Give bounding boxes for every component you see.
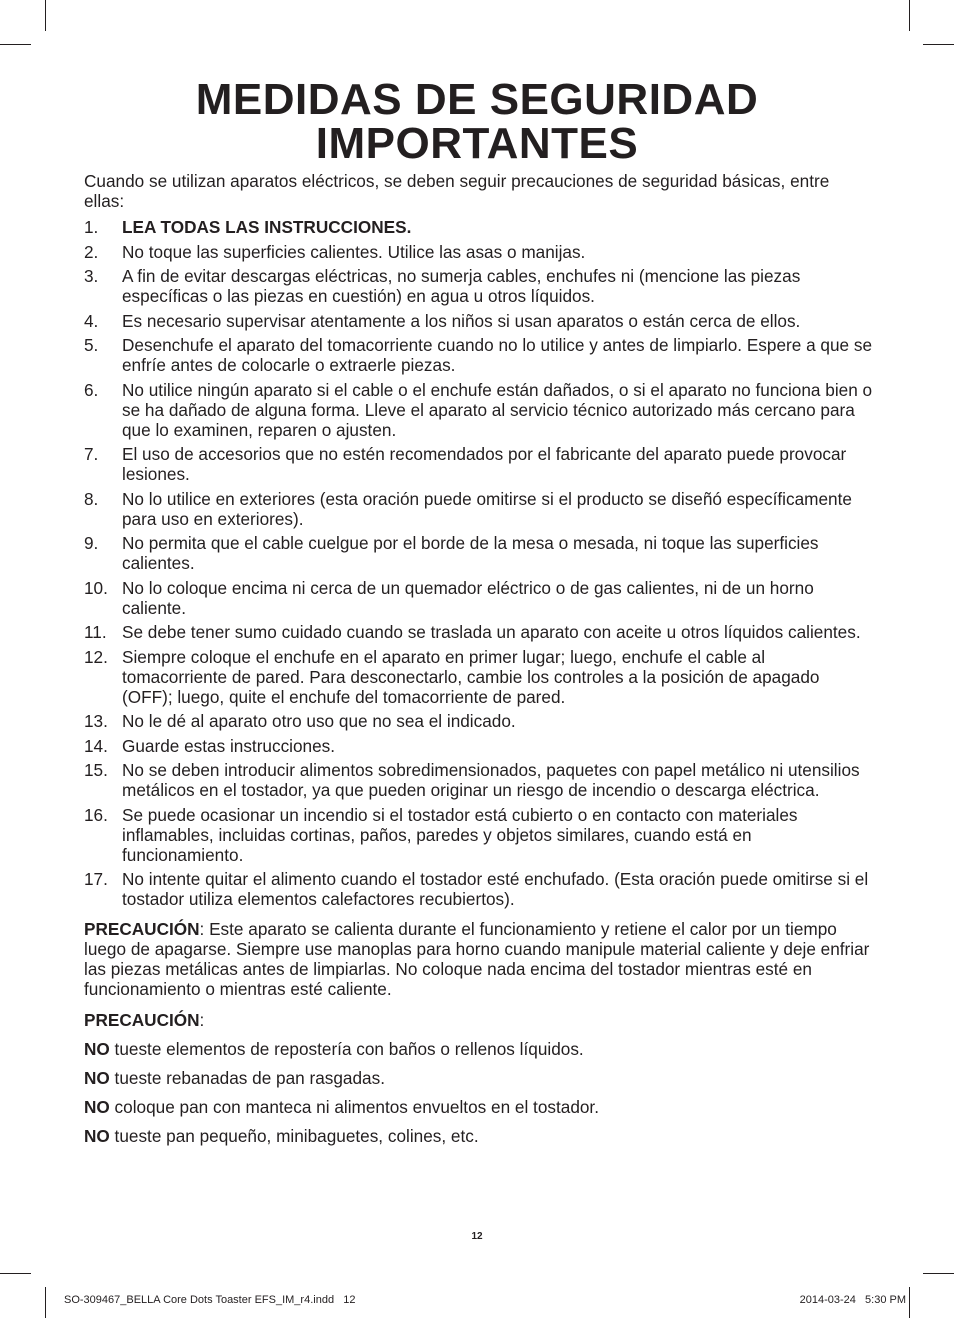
slug-timestamp: 2014-03-24 5:30 PM [799,1294,906,1306]
caution-label: PRECAUCIÓN [84,919,200,939]
list-item-number: 12. [84,646,108,667]
crop-mark-bottom-left-horizontal [0,1273,31,1274]
no-label: NO [84,1039,110,1059]
list-item [84,578,874,618]
list-item-number: 17. [84,869,108,889]
caution-text: : Este aparato se calienta durante el funcionamiento y retiene el calor por un tiempo luego de apagarse. Siempre use manoplas para horno cuando manipule material caliente y deje enfriar las piezas metálicas antes de limpiarlas. No coloque nada encima del tostador mientras esté en funcionamiento o mientras esté caliente. [84,919,870,999]
list-item-text: LEA TODAS LAS INSTRUCCIONES. [122,217,412,237]
crop-mark-top-right-vertical [909,0,910,31]
list-item-number: 5. [84,335,99,355]
list-item-text: No se deben introducir alimentos sobredimensionados, paquetes con papel metálico ni utensilios metálicos en el tostador, ya que pueden originar un riesgo de incendio o descarga eléctrica. [122,760,860,800]
caution-paragraph [84,919,874,999]
list-item-text: Guarde estas instrucciones. [122,735,336,756]
crop-mark-bottom-right-vertical [909,1287,910,1318]
list-item-text: No le dé al aparato otro uso que no sea el indicado. [122,711,516,731]
no-text: tueste rebanadas de pan rasgadas. [109,1068,385,1088]
slug-file-info: SO-309467_BELLA Core Dots Toaster EFS_IM_r4.indd 12 [64,1294,356,1306]
list-item-number: 4. [84,310,99,331]
caution-heading [84,1010,874,1030]
page-number: 12 [471,1231,483,1242]
list-item-number: 2. [84,241,99,262]
caution-label: PRECAUCIÓN [84,1010,200,1030]
intro-paragraph: Cuando se utilizan aparatos eléctricos, se deben seguir precauciones de seguridad básicas, entre ellas: [84,171,830,211]
list-item-number: 11. [84,622,107,642]
list-item-text: No intente quitar el alimento cuando el tostador esté enchufado. (Esta oración puede omitirse si el tostador utiliza elementos calefactores recubiertos). [122,869,869,909]
list-item-text: No utilice ningún aparato si el cable o el enchufe están dañados, o si el aparato no funciona bien o se ha dañado de alguna forma. Lleve el aparato al servicio técnico autorizado más cercano para que lo examinen, reparen o ajusten. [122,379,873,440]
no-item [84,1097,874,1117]
safety-content [84,171,874,1146]
list-item-number: 8. [84,488,99,509]
list-item-number: 7. [84,444,99,464]
list-item [84,335,874,375]
list-item-text: A fin de evitar descargas eléctricas, no sumerja cables, enchufes ni (mencione las piezas específicas o las piezas en cuestión) en agua u otros líquidos. [122,266,801,306]
list-item [84,805,874,865]
no-label: NO [84,1126,110,1146]
list-item [84,869,874,909]
caution-colon: : [199,1010,205,1030]
page-title [0,75,954,168]
crop-mark-bottom-right-horizontal [923,1273,954,1274]
list-item-text: No lo coloque encima ni cerca de un quemador eléctrico o de gas calientes, ni de un horno caliente. [122,577,814,618]
list-item-text: Se debe tener sumo cuidado cuando se traslada un aparato con aceite u otros líquidos calientes. [122,622,861,642]
list-item [84,217,874,237]
safety-list [84,217,874,909]
list-item-text: No permita que el cable cuelgue por el borde de la mesa o mesada, ni toque las superficies calientes. [122,533,819,573]
crop-mark-top-left-horizontal [0,44,31,45]
list-item [84,242,874,262]
crop-mark-bottom-left-vertical [45,1287,46,1318]
list-item-number: 16. [84,804,108,825]
list-item-number: 3. [84,266,99,286]
list-item [84,380,874,440]
crop-mark-top-left-vertical [45,0,46,31]
list-item-number: 1. [84,217,99,237]
page-title-line-2: IMPORTANTES [315,119,639,168]
no-label: NO [84,1097,110,1117]
list-item-text: Siempre coloque el enchufe en el aparato en primer lugar; luego, enchufe el cable al tomacorriente de pared. Para desconectarlo, cambie los controles a la posición de apagado (OFF); luego, quite el enchufe del tomacorriente de pared. [122,646,820,707]
list-item [84,622,874,642]
list-item-number: 9. [84,533,99,553]
no-text: tueste pan pequeño, minibaguetes, colines, etc. [109,1126,479,1146]
no-item [84,1039,874,1059]
list-item-text: No toque las superficies calientes. Utilice las asas o manijas. [122,241,586,262]
list-item [84,760,874,800]
list-item [84,533,874,573]
no-item [84,1068,874,1088]
list-item-number: 6. [84,379,99,400]
list-item [84,489,874,529]
list-item-text: No lo utilice en exteriores (esta oración puede omitirse si el producto se diseñó específicamente para uso en exteriores). [122,488,852,529]
list-item-number: 15. [84,760,108,780]
list-item-number: 14. [84,735,108,756]
list-item-number: 10. [84,577,108,598]
no-text: coloque pan con manteca ni alimentos envueltos en el tostador. [109,1097,599,1117]
list-item-number: 13. [84,711,108,731]
list-item [84,311,874,331]
no-text: tueste elementos de repostería con baños o rellenos líquidos. [109,1039,584,1059]
list-item-text: Es necesario supervisar atentamente a los niños si usan aparatos o están cerca de ellos. [122,310,801,331]
no-item [84,1126,874,1146]
list-item-text: Desenchufe el aparato del tomacorriente cuando no lo utilice y antes de limpiarlo. Espere a que se enfríe antes de colocarle o extraerle piezas. [122,335,873,375]
list-item [84,736,874,756]
list-item-text: Se puede ocasionar un incendio si el tostador está cubierto o en contacto con materiales inflamables, incluidas cortinas, paños, paredes y objetos similares, cuando está en funcionamiento. [122,804,798,865]
list-item [84,711,874,731]
list-item [84,266,874,306]
list-item-text: El uso de accesorios que no estén recomendados por el fabricante del aparato puede provocar lesiones. [122,444,847,484]
page-title-line-1: MEDIDAS DE SEGURIDAD [195,75,759,124]
no-label: NO [84,1068,110,1088]
crop-mark-top-right-horizontal [923,44,954,45]
list-item [84,444,874,484]
list-item [84,647,874,707]
